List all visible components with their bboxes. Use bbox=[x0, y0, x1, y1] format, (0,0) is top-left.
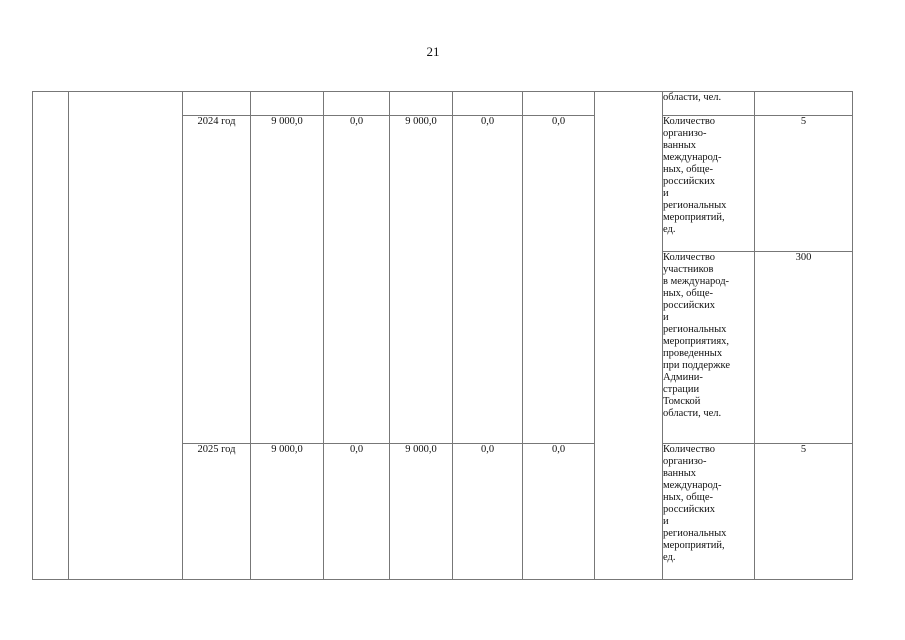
regional-budget-cell: 9 000,0 bbox=[390, 116, 453, 444]
indicator-name-cell bbox=[663, 252, 755, 444]
extra-budget-cell bbox=[523, 92, 595, 116]
table-row bbox=[33, 92, 853, 116]
indicator-text: области, чел. bbox=[663, 92, 722, 103]
indicator-value-cell: 5 bbox=[755, 116, 853, 252]
total-value-cell bbox=[251, 92, 324, 116]
row-number-cell bbox=[33, 92, 69, 580]
indicator-name-cell bbox=[663, 116, 755, 252]
indicator-value-cell bbox=[755, 92, 853, 116]
indicator-name-cell bbox=[663, 92, 755, 116]
federal-budget-cell bbox=[324, 92, 390, 116]
regional-budget-cell bbox=[390, 92, 453, 116]
indicator-name-cell bbox=[663, 444, 755, 580]
year-cell bbox=[183, 92, 251, 116]
federal-budget-cell: 0,0 bbox=[324, 116, 390, 444]
total-value-cell: 9 000,0 bbox=[251, 444, 324, 580]
task-name-cell bbox=[69, 92, 183, 580]
year-cell: 2024 год bbox=[183, 116, 251, 444]
extra-budget-cell: 0,0 bbox=[523, 444, 595, 580]
local-budget-cell bbox=[453, 92, 523, 116]
indicator-text: Количество организо- ванных международ- ных, обще- российских и региональных мероприятий, ед. bbox=[663, 116, 727, 235]
total-value-cell: 9 000,0 bbox=[251, 116, 324, 444]
indicator-text: Количество организо- ванных международ- ных, обще- российских и региональных мероприятий, ед. bbox=[663, 444, 727, 563]
year-cell: 2025 год bbox=[183, 444, 251, 580]
local-budget-cell: 0,0 bbox=[453, 444, 523, 580]
extra-budget-cell: 0,0 bbox=[523, 116, 595, 444]
program-funding-table bbox=[32, 91, 853, 580]
local-budget-cell: 0,0 bbox=[453, 116, 523, 444]
regional-budget-cell: 9 000,0 bbox=[390, 444, 453, 580]
indicator-value-cell: 300 bbox=[755, 252, 853, 444]
page-number: 21 bbox=[426, 44, 440, 59]
indicator-value-cell: 5 bbox=[755, 444, 853, 580]
federal-budget-cell: 0,0 bbox=[324, 444, 390, 580]
executor-cell bbox=[595, 92, 663, 580]
indicator-text: Количество участников в международ- ных, обще- российских и региональных мероприятиях, проведенных при поддержке Админи- страции Томской области, чел. bbox=[663, 252, 731, 419]
